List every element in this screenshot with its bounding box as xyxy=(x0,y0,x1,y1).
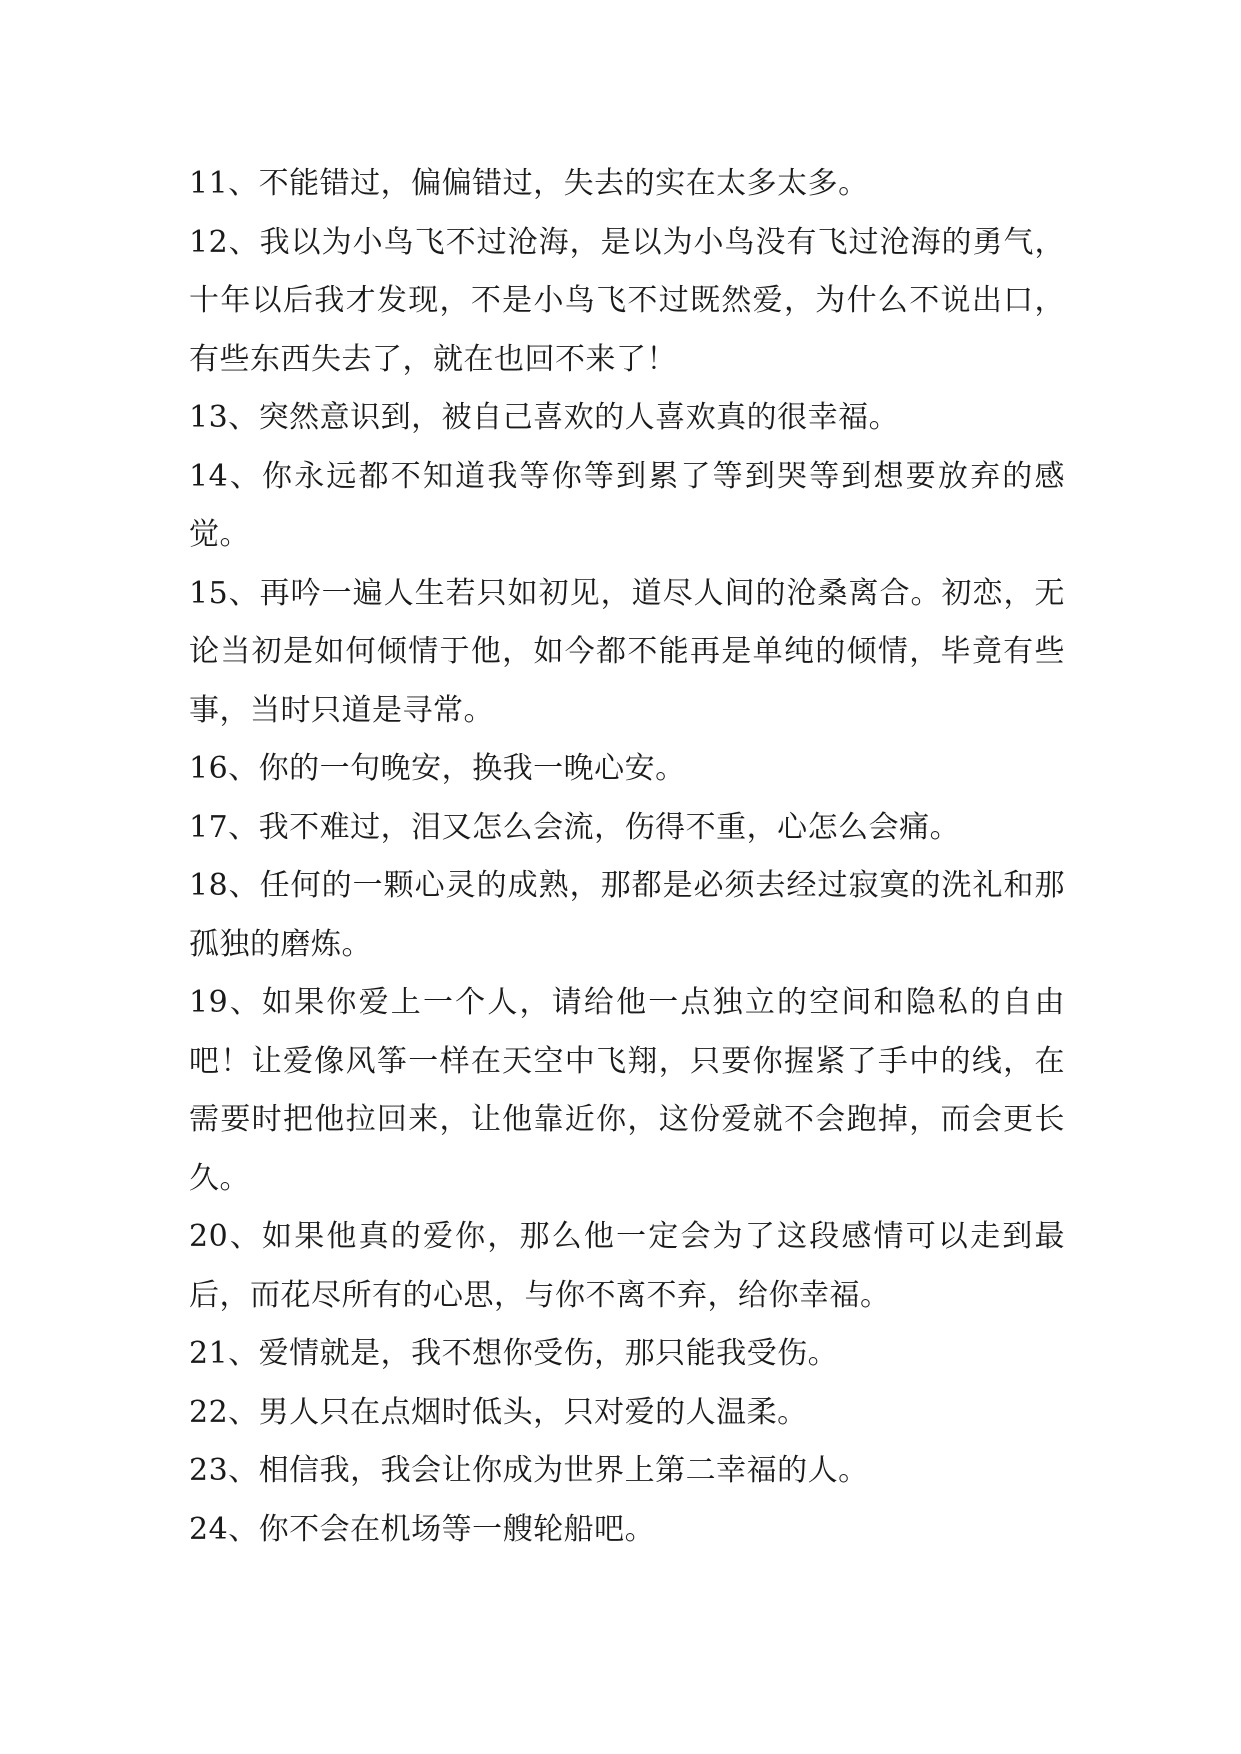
paragraph-12: 12、我以为小鸟飞不过沧海，是以为小鸟没有飞过沧海的勇气，十年以后我才发现，不是小鸟飞不过既然爱，为什么不说出口，有些东西失去了，就在也回不来了！ xyxy=(189,224,1065,377)
paragraph-21: 21、爱情就是，我不想你受伤，那只能我受伤。 xyxy=(189,1336,839,1371)
paragraph-14: 14、你永远都不知道我等你等到累了等到哭等到想要放弃的感觉。 xyxy=(189,458,1065,552)
paragraph-24: 24、你不会在机场等一艘轮船吧。 xyxy=(189,1511,656,1547)
paragraph-15: 15、再吟一遍人生若只如初见，道尽人间的沧桑离合。初恋，无论当初是如何倾情于他，如今都不能再是单纯的倾情，毕竟有些事，当时只道是寻常。 xyxy=(189,575,1065,728)
paragraph-20: 20、如果他真的爱你，那么他一定会为了这段感情可以走到最后，而花尽所有的心思，与你不离不弃，给你幸福。 xyxy=(189,1219,1065,1313)
paragraph-13: 13、突然意识到，被自己喜欢的人喜欢真的很幸福。 xyxy=(189,400,900,435)
document-body xyxy=(189,155,1065,1559)
paragraph-16: 16、你的一句晚安，换我一晚心安。 xyxy=(189,751,686,786)
paragraph-23: 23、相信我，我会让你成为世界上第二幸福的人。 xyxy=(189,1453,869,1488)
paragraph-19: 19、如果你爱上一个人，请给他一点独立的空间和隐私的自由吧！让爱像风筝一样在天空中飞翔，只要你握紧了手中的线，在需要时把他拉回来，让他靠近你，这份爱就不会跑掉，而会更长久。 xyxy=(189,985,1065,1196)
paragraph-18: 18、任何的一颗心灵的成熟，那都是必须去经过寂寞的洗礼和那孤独的磨炼。 xyxy=(189,868,1065,962)
paragraph-22: 22、男人只在点烟时低头，只对爱的人温柔。 xyxy=(189,1394,808,1430)
paragraph-11: 11、不能错过，偏偏错过，失去的实在太多太多。 xyxy=(189,166,869,201)
paragraph-17: 17、我不难过，泪又怎么会流，伤得不重，心怎么会痛。 xyxy=(189,809,961,845)
